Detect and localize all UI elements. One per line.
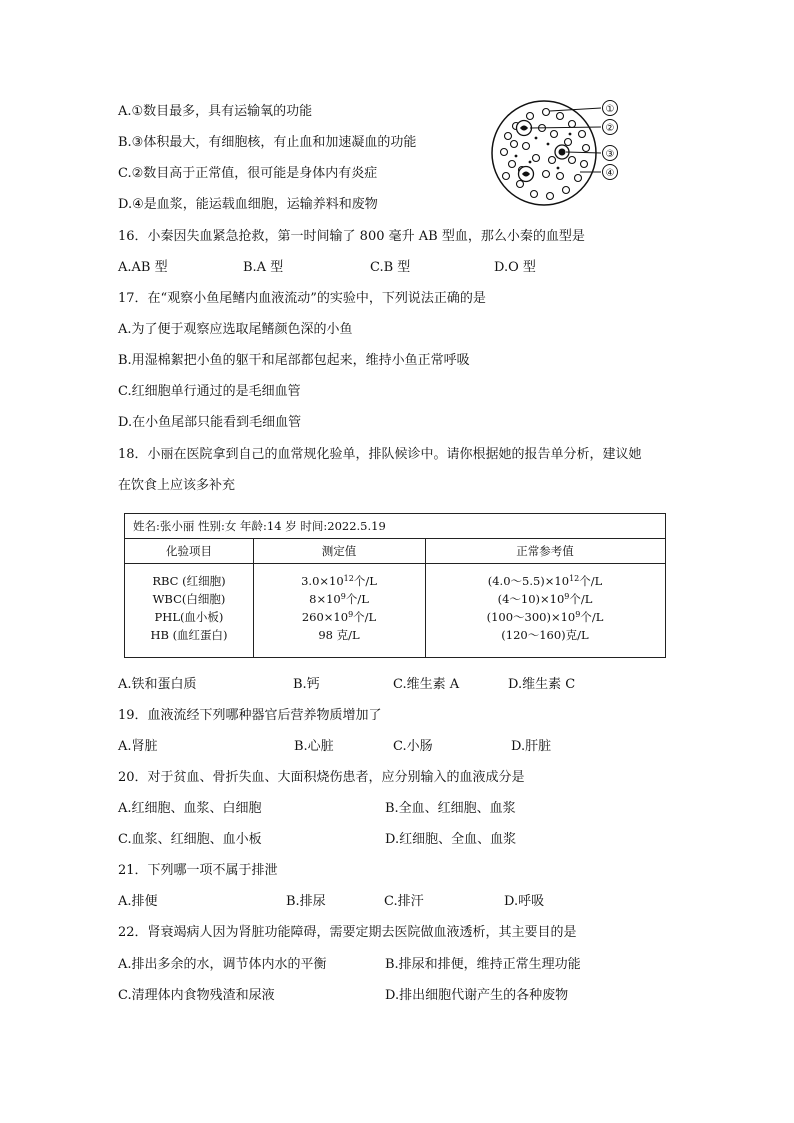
q20-option-d: D.红细胞、全血、血浆 — [385, 832, 517, 847]
diagram-label-4: ④ — [605, 168, 615, 179]
q19-option-b: B.心脏 — [294, 739, 334, 754]
blood-cell-diagram — [486, 98, 626, 208]
reference-cell: $(100\sim 300)\times 10^9$个/L — [486, 610, 604, 624]
measured-cell: $260\times 10^9$个/L — [301, 610, 377, 624]
q22-option-d: D.排出细胞代谢产生的各种废物 — [385, 988, 569, 1003]
q17-option-a: A.为了便于观察应选取尾鳍颜色深的小鱼 — [118, 322, 353, 337]
diagram-label-1: ① — [605, 104, 615, 115]
q20-stem: 20．对于贫血、骨折失血、大面积烧伤患者，应分别输入的血液成分是 — [118, 770, 525, 785]
q18-stem-line1: 18．小丽在医院拿到自己的血常规化验单，排队候诊中。请你根据她的报告单分析，建议她 — [118, 447, 642, 462]
q15-option-c: C.②数目高于正常值，很可能是身体内有炎症 — [118, 166, 378, 181]
q17-option-b: B.用湿棉絮把小鱼的躯干和尾部都包起来，维持小鱼正常呼吸 — [118, 353, 470, 368]
measured-cell: $8\times 10^9$个/L — [309, 592, 369, 606]
reference-cell: $(4\sim 10)\times 10^9$个/L — [497, 592, 593, 606]
col-header-reference: 正常参考值 — [516, 544, 574, 558]
blood-test-report-table — [124, 513, 666, 658]
q20-option-b: B.全血、红细胞、血浆 — [385, 801, 516, 816]
q22-option-a: A.排出多余的水，调节体内水的平衡 — [118, 957, 327, 972]
reference-cell: $(4.0\sim 5.5)\times 10^{12}$个/L — [487, 574, 603, 588]
q18-stem-line2: 在饮食上应该多补充 — [118, 478, 236, 493]
measured-cell: 98 克/L — [318, 628, 360, 642]
q22-option-b: B.排尿和排便，维持正常生理功能 — [385, 957, 581, 972]
col-header-item: 化验项目 — [166, 544, 212, 558]
item-cell: WBC(白细胞) — [152, 592, 226, 606]
item-cell: RBC (红细胞) — [152, 574, 226, 588]
item-cell: HB (血红蛋白) — [150, 628, 228, 642]
q21-option-c: C.排汗 — [384, 894, 424, 909]
q17-option-d: D.在小鱼尾部只能看到毛细血管 — [118, 415, 302, 430]
diagram-label-2: ② — [605, 123, 615, 134]
q16-option-d: D.O 型 — [494, 260, 536, 275]
q19-option-a: A.肾脏 — [118, 739, 158, 754]
item-cell: PHL(血小板) — [154, 610, 224, 624]
q16-option-c: C.B 型 — [370, 260, 411, 275]
q15-option-b: B.③体积最大，有细胞核，有止血和加速凝血的功能 — [118, 135, 417, 150]
q21-option-b: B.排尿 — [286, 894, 326, 909]
col-header-measured: 测定值 — [321, 544, 357, 558]
measured-cell: $3.0\times 10^{12}$个/L — [301, 574, 377, 588]
q16-option-a: A.AB 型 — [118, 260, 168, 275]
q21-option-d: D.呼吸 — [504, 894, 545, 909]
q22-option-c: C.清理体内食物残渣和尿液 — [118, 988, 275, 1003]
q15-option-a: A.①数目最多，具有运输氧的功能 — [118, 104, 313, 119]
q19-option-d: D.肝脏 — [511, 739, 552, 754]
q19-option-c: C.小肠 — [393, 739, 433, 754]
q21-option-a: A.排便 — [118, 894, 158, 909]
q17-option-c: C.红细胞单行通过的是毛细血管 — [118, 384, 301, 399]
reference-cell: (120～160)克/L — [501, 628, 589, 642]
q20-option-a: A.红细胞、血浆、白细胞 — [118, 801, 262, 816]
q17-stem: 17．在“观察小鱼尾鳍内血液流动”的实验中，下列说法正确的是 — [118, 291, 486, 306]
q16-option-b: B.A 型 — [243, 260, 284, 275]
q18-option-c: C.维生素 A — [393, 677, 460, 692]
q22-stem: 22．肾衰竭病人因为肾脏功能障碍，需要定期去医院做血液透析，其主要目的是 — [118, 925, 577, 940]
report-header: 姓名:张小丽 性别:女 年龄:14 岁 时间:2022.5.19 — [133, 519, 386, 533]
q20-option-c: C.血浆、红细胞、血小板 — [118, 832, 262, 847]
q18-option-a: A.铁和蛋白质 — [118, 677, 197, 692]
q21-stem: 21．下列哪一项不属于排泄 — [118, 863, 278, 878]
q18-option-b: B.钙 — [293, 677, 320, 692]
q18-option-d: D.维生素 C — [508, 677, 576, 692]
q19-stem: 19．血液流经下列哪种器官后营养物质增加了 — [118, 708, 382, 723]
q15-option-d: D.④是血浆，能运载血细胞，运输养料和废物 — [118, 197, 378, 212]
q16-stem: 16．小秦因失血紧急抢救，第一时间输了 800 毫升 AB 型血，那么小秦的血型是 — [118, 229, 585, 244]
diagram-label-3: ③ — [605, 149, 615, 160]
